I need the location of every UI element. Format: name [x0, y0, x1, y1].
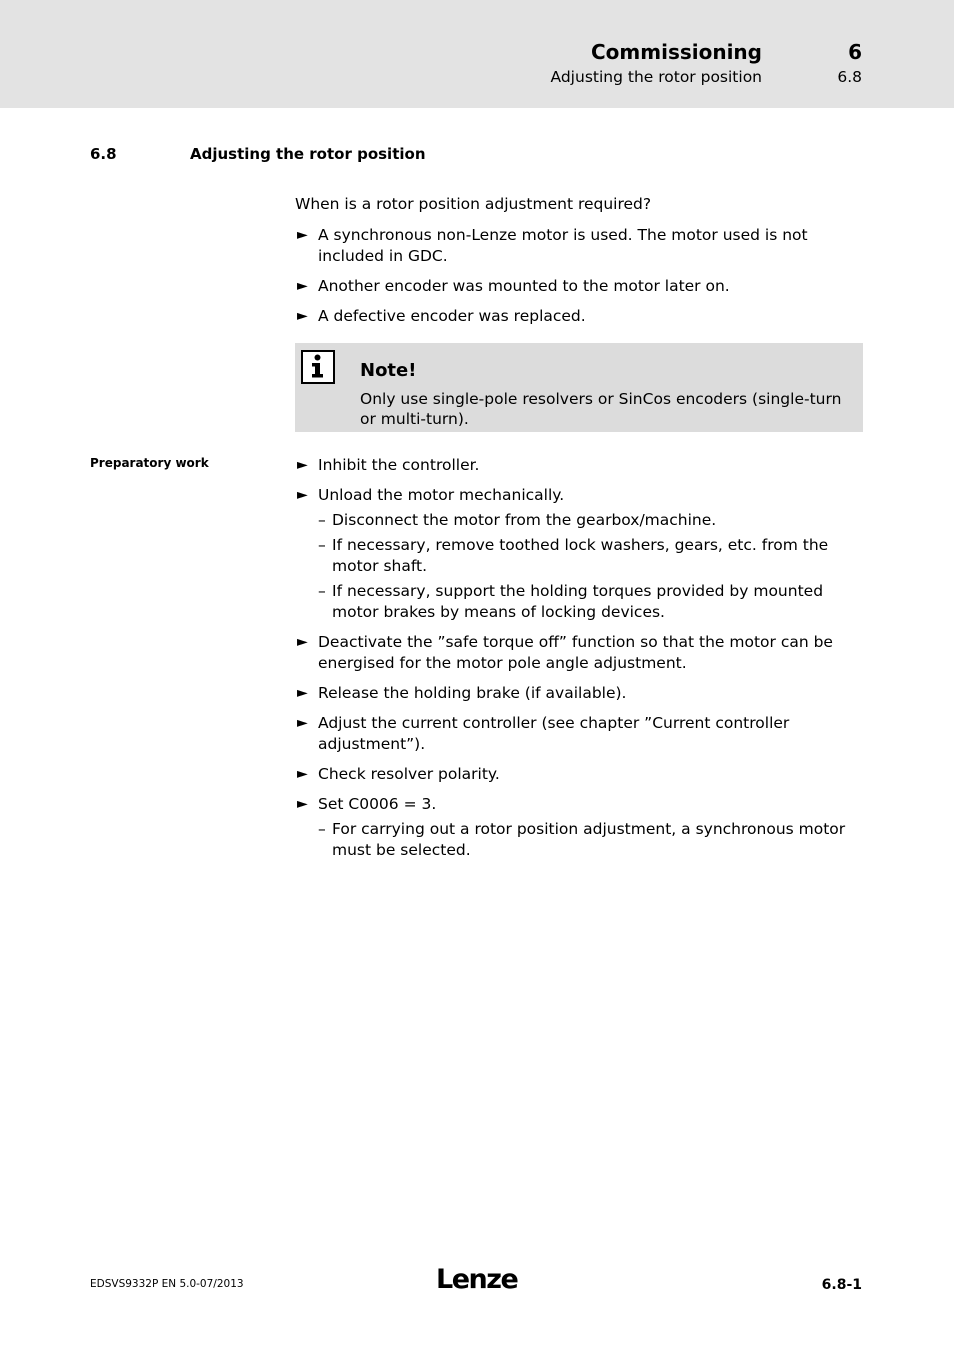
- page-header: [0, 0, 954, 108]
- bullet-arrow-icon: ►: [297, 715, 308, 731]
- footer-document-id: EDSVS9332P EN 5.0-07/2013: [90, 1278, 244, 1290]
- list-item: [297, 485, 863, 623]
- list-item-text: Another encoder was mounted to the motor later on.: [318, 277, 730, 295]
- note-box: [295, 343, 863, 432]
- intro-question: When is a rotor position adjustment required?: [295, 195, 652, 213]
- sub-list: [318, 510, 863, 623]
- dash-marker: –: [318, 511, 326, 529]
- list-item: [297, 683, 863, 704]
- note-title: Note!: [360, 360, 417, 381]
- header-section-title: Adjusting the rotor position: [550, 68, 762, 86]
- sub-list-item: [318, 819, 863, 861]
- list-item-text: Deactivate the ”safe torque off” function so that the motor can be energised for the motor pole angle adjustment.: [318, 633, 833, 672]
- list-item-text: Unload the motor mechanically.: [318, 486, 565, 504]
- sub-list-item: [318, 581, 863, 623]
- sub-list-item-text: If necessary, remove toothed lock washers, gears, etc. from the motor shaft.: [332, 536, 829, 575]
- list-item-text: Adjust the current controller (see chapter ”Current controller adjustment”).: [318, 714, 790, 753]
- required-conditions-list: [297, 225, 863, 336]
- bullet-arrow-icon: ►: [297, 634, 308, 650]
- bullet-arrow-icon: ►: [297, 685, 308, 701]
- header-section-number: 6.8: [837, 68, 862, 86]
- list-item-text: Inhibit the controller.: [318, 456, 480, 474]
- sub-list-item: [318, 535, 863, 577]
- sub-list-item-text: For carrying out a rotor position adjustment, a synchronous motor must be selected.: [332, 820, 846, 859]
- list-item: [297, 225, 863, 267]
- list-item: [297, 713, 863, 755]
- section-number: 6.8: [90, 145, 117, 163]
- header-chapter-title: Commissioning: [590, 40, 762, 64]
- header-chapter-number: 6: [848, 40, 862, 64]
- bullet-arrow-icon: ►: [297, 766, 308, 782]
- list-item: [297, 794, 863, 861]
- lenze-logo: Lenze: [436, 1264, 518, 1295]
- sub-list: [318, 819, 863, 861]
- dash-marker: –: [318, 820, 326, 838]
- bullet-arrow-icon: ►: [297, 796, 308, 812]
- bullet-arrow-icon: ►: [297, 308, 308, 324]
- list-item: [297, 632, 863, 674]
- info-icon: [301, 350, 335, 384]
- list-item: [297, 306, 863, 327]
- list-item: [297, 455, 863, 476]
- bullet-arrow-icon: ►: [297, 227, 308, 243]
- list-item-text: Set C0006 = 3.: [318, 795, 437, 813]
- bullet-arrow-icon: ►: [297, 487, 308, 503]
- section-heading: Adjusting the rotor position: [190, 145, 426, 163]
- bullet-arrow-icon: ►: [297, 457, 308, 473]
- sub-list-item-text: If necessary, support the holding torques provided by mounted motor brakes by means of locking devices.: [332, 582, 824, 621]
- preparatory-work-label: Preparatory work: [90, 456, 209, 470]
- list-item: [297, 764, 863, 785]
- list-item-text: A defective encoder was replaced.: [318, 307, 586, 325]
- list-item: [297, 276, 863, 297]
- list-item-text: Release the holding brake (if available).: [318, 684, 627, 702]
- dash-marker: –: [318, 536, 326, 554]
- footer-page-number: 6.8-1: [821, 1277, 862, 1293]
- note-text: Only use single-pole resolvers or SinCos encoders (single-turn or multi-turn).: [360, 390, 842, 428]
- sub-list-item: [318, 510, 863, 531]
- bullet-arrow-icon: ►: [297, 278, 308, 294]
- dash-marker: –: [318, 582, 326, 600]
- preparatory-steps-list: [297, 455, 863, 870]
- list-item-text: Check resolver polarity.: [318, 765, 500, 783]
- list-item-text: A synchronous non-Lenze motor is used. The motor used is not included in GDC.: [318, 226, 808, 265]
- sub-list-item-text: Disconnect the motor from the gearbox/machine.: [332, 511, 717, 529]
